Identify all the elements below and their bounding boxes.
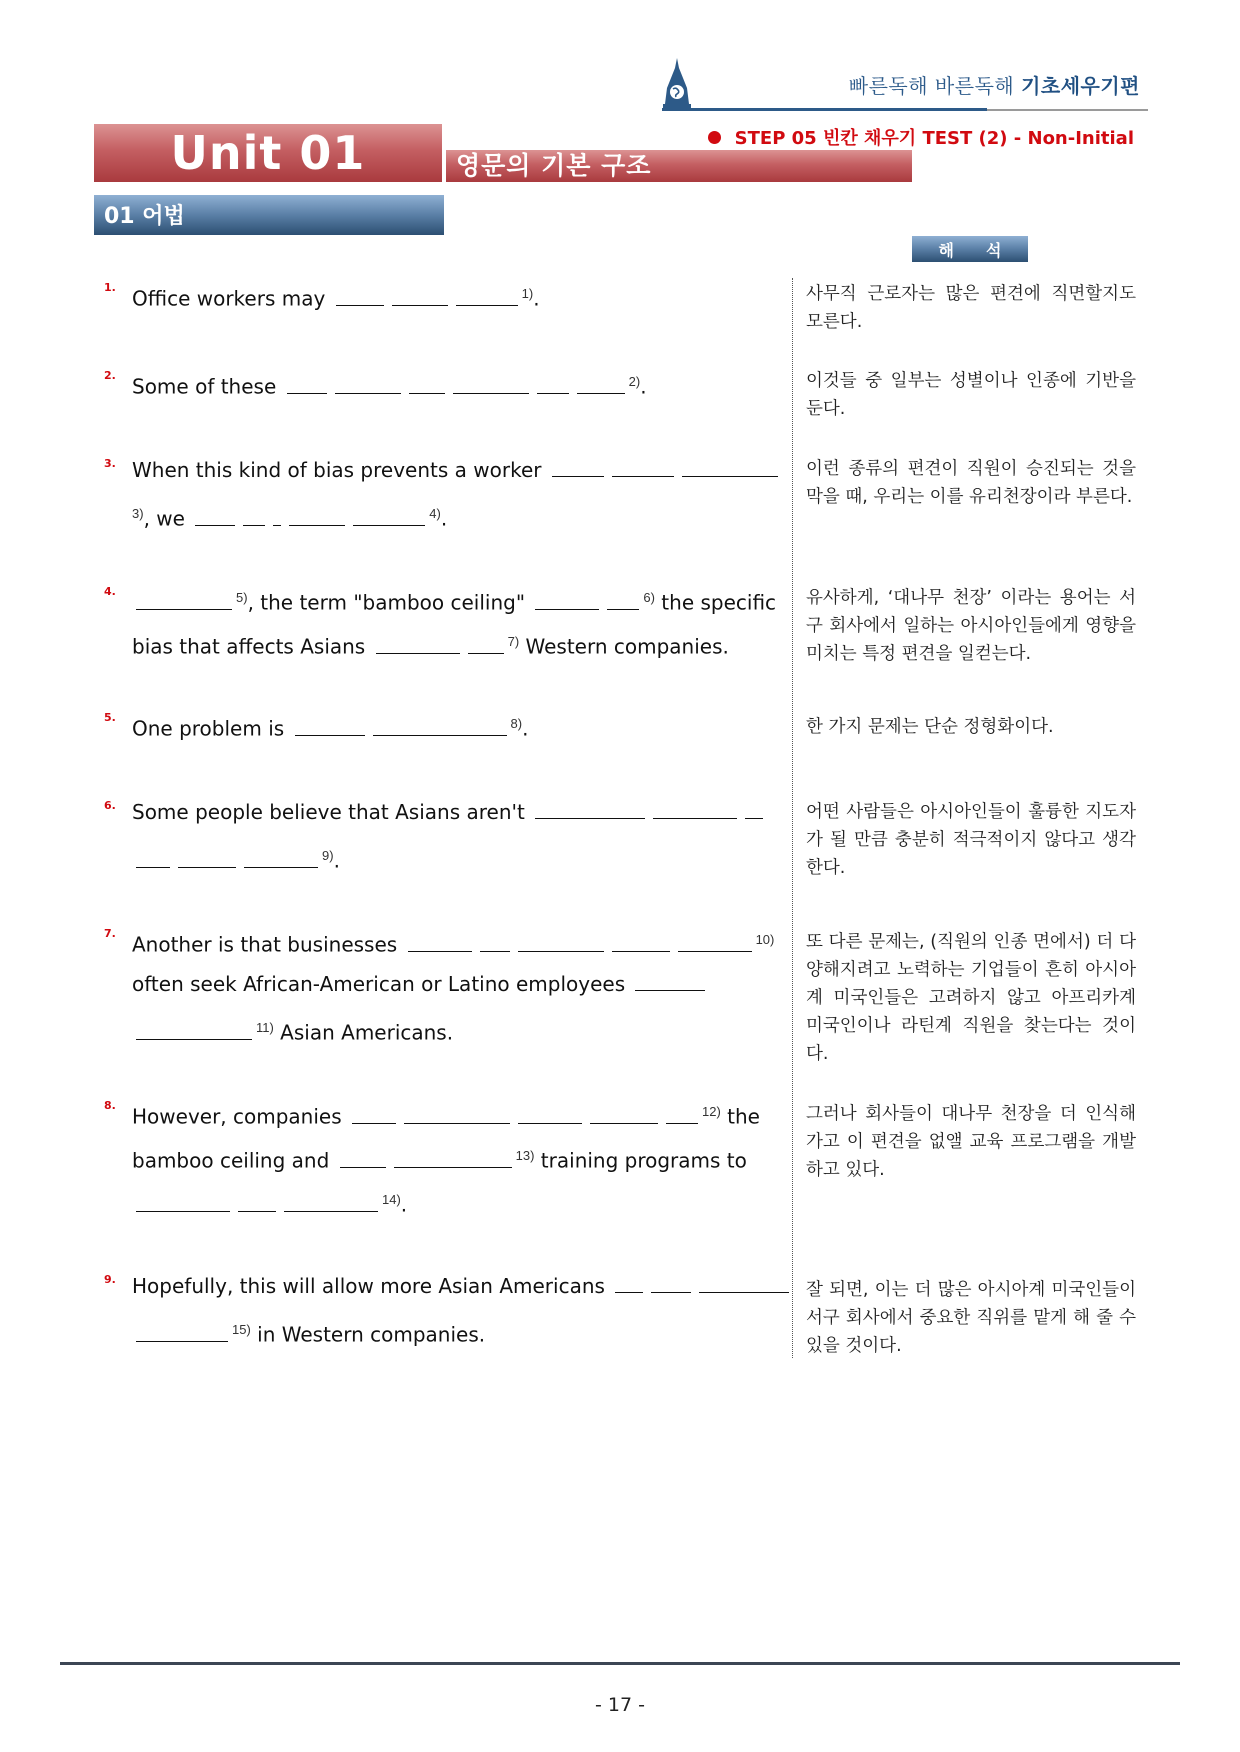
blank-input[interactable] — [295, 717, 365, 736]
question-text: One problem is — [132, 716, 291, 741]
blank-input[interactable] — [340, 1149, 386, 1168]
question-line — [132, 918, 774, 967]
question-line — [132, 620, 729, 669]
question-text: Office workers may — [132, 286, 332, 311]
blank-input[interactable] — [335, 375, 401, 394]
question-line — [132, 1264, 793, 1308]
blank-number: 14) — [382, 1192, 401, 1207]
blank-input[interactable] — [353, 507, 425, 526]
blank-input[interactable] — [136, 849, 170, 868]
blank-input[interactable] — [136, 1323, 228, 1342]
step-heading — [708, 124, 1134, 150]
series-title — [849, 70, 1140, 99]
question-text: When this kind of bias prevents a worker — [132, 458, 548, 482]
blank-input[interactable] — [273, 507, 281, 526]
blank-input[interactable] — [653, 800, 737, 819]
blank-input[interactable] — [615, 1274, 643, 1293]
question-line — [132, 834, 340, 883]
question-text: in Western companies. — [250, 1322, 486, 1347]
question-line — [132, 1134, 747, 1183]
blank-input[interactable] — [453, 375, 529, 394]
series-title-prefix: 빠른독해 바른독해 — [848, 74, 1015, 98]
question-line — [132, 1090, 760, 1139]
blank-input[interactable] — [409, 375, 445, 394]
blank-input[interactable] — [394, 1149, 512, 1168]
blank-number: 9) — [322, 848, 334, 863]
blank-number: 12) — [702, 1104, 721, 1119]
question-number: 3. — [104, 457, 116, 470]
blank-input[interactable] — [651, 1274, 691, 1293]
section-banner — [94, 195, 444, 235]
blank-number: 5) — [236, 590, 248, 605]
blank-input[interactable] — [666, 1105, 698, 1124]
header-rule-gray — [987, 109, 1148, 111]
question-line — [132, 576, 776, 625]
blank-input[interactable] — [590, 1105, 658, 1124]
unit-subtitle: 영문의 기본 구조 — [456, 151, 652, 180]
blank-input[interactable] — [468, 635, 504, 654]
question-text: . — [522, 716, 529, 741]
step-label: STEP 05 빈칸 채우기 TEST (2) - Non-Initial — [734, 128, 1134, 149]
blank-input[interactable] — [336, 287, 384, 306]
translation-header-char: 석 — [986, 240, 1002, 260]
question-line — [132, 448, 782, 492]
translation-header — [912, 236, 1028, 262]
question-text: Western companies. — [519, 634, 729, 659]
blank-input[interactable] — [136, 591, 232, 610]
blank-input[interactable] — [456, 287, 518, 306]
blank-input[interactable] — [289, 507, 345, 526]
blank-input[interactable] — [238, 1193, 276, 1212]
blank-input[interactable] — [404, 1105, 510, 1124]
blank-input[interactable] — [373, 717, 507, 736]
question-line — [132, 962, 709, 1006]
blank-input[interactable] — [518, 1105, 582, 1124]
blank-input[interactable] — [284, 1193, 378, 1212]
blank-number: 3) — [132, 506, 144, 521]
blank-input[interactable] — [518, 933, 604, 952]
question-text: However, companies — [132, 1104, 348, 1129]
question-number: 7. — [104, 927, 116, 940]
blank-input[interactable] — [552, 458, 604, 477]
translation-text: 잘 되면, 이는 더 많은 아시아계 미국인들이 서구 회사에서 중요한 직위를 맡게 해 줄 수 있을 것이다. — [806, 1280, 1136, 1356]
blank-input[interactable] — [635, 972, 705, 991]
series-title-bold: 기초세우기편 — [1021, 74, 1140, 98]
blank-number: 10) — [755, 932, 775, 947]
blank-input[interactable] — [577, 375, 625, 394]
question-text: Hopefully, this will allow more Asian Americans — [132, 1274, 612, 1298]
question-text: the — [720, 1104, 760, 1129]
blank-input[interactable] — [607, 591, 639, 610]
question-number: 2. — [104, 369, 116, 382]
column-divider — [792, 278, 793, 1358]
translation-header-char: 해 — [938, 240, 954, 260]
question-number: 6. — [104, 799, 116, 812]
question-line — [132, 272, 540, 321]
question-text: . — [400, 1192, 408, 1217]
translation-text: 그러나 회사들이 대나무 천장을 더 인식해가고 이 편견을 없앨 교육 프로그램을 개발하고 있다. — [806, 1104, 1136, 1180]
question-text: Some people believe that Asians aren't — [132, 800, 532, 824]
blank-input[interactable] — [244, 849, 318, 868]
header-rule — [662, 108, 987, 111]
blank-number: 8) — [510, 716, 523, 731]
blank-input[interactable] — [480, 933, 510, 952]
question-number: 9. — [104, 1273, 116, 1286]
unit-banner — [94, 124, 442, 182]
blank-input[interactable] — [376, 635, 460, 654]
blank-number: 11) — [256, 1020, 274, 1035]
question-text: , we — [143, 506, 192, 531]
question-text: Some of these — [132, 374, 283, 399]
translation-text: 또 다른 문제는, (직원의 인종 면에서) 더 다양해지려고 노력하는 기업들이 흔히 아시아계 미국인들은 고려하지 않고 아프리카계 미국인이나 라틴계 직원을 찾는다는 것이다. — [806, 932, 1136, 1064]
question-text: bamboo ceiling and — [132, 1148, 336, 1173]
blank-input[interactable] — [612, 458, 674, 477]
question-line — [132, 360, 647, 409]
blank-number: 6) — [643, 590, 655, 605]
question-text: training programs to — [534, 1148, 747, 1173]
section-title: 01 어법 — [104, 204, 185, 229]
question-line — [132, 492, 447, 541]
fountain-pen-globe-icon — [662, 58, 692, 110]
footer-rule — [60, 1662, 1180, 1665]
blank-input[interactable] — [682, 458, 778, 477]
question-text: often seek African-American or Latino employees — [132, 972, 632, 996]
blank-input[interactable] — [535, 591, 599, 610]
question-number: 4. — [104, 585, 116, 598]
blank-input[interactable] — [136, 1021, 252, 1040]
question-line — [132, 1006, 453, 1055]
blank-number: 13) — [515, 1148, 535, 1163]
blank-number: 1) — [521, 286, 534, 301]
page-number: - 17 - — [595, 1694, 645, 1716]
blank-input[interactable] — [178, 849, 236, 868]
translation-text: 한 가지 문제는 단순 정형화이다. — [806, 717, 1054, 737]
blank-input[interactable] — [136, 1193, 230, 1212]
question-number: 5. — [104, 711, 116, 724]
blank-number: 4) — [429, 506, 441, 521]
blank-number: 15) — [232, 1322, 251, 1337]
blank-input[interactable] — [745, 800, 763, 819]
unit-label: Unit 01 — [170, 126, 366, 180]
question-number: 8. — [104, 1099, 116, 1112]
blank-number: 7) — [507, 634, 520, 649]
blank-input[interactable] — [287, 375, 327, 394]
unit-subtitle-banner — [446, 150, 912, 182]
blank-input[interactable] — [678, 933, 752, 952]
question-text: bias that affects Asians — [132, 634, 372, 659]
question-text: , the term "bamboo ceiling" — [247, 590, 532, 615]
blank-input[interactable] — [195, 507, 235, 526]
question-text: . — [440, 506, 448, 531]
blank-input[interactable] — [392, 287, 448, 306]
blank-input[interactable] — [537, 375, 569, 394]
translation-text: 이런 종류의 편견이 직원이 승진되는 것을 막을 때, 우리는 이를 유리천장이라 부른다. — [806, 459, 1136, 507]
blank-input[interactable] — [612, 933, 670, 952]
question-text: Asian Americans. — [273, 1020, 454, 1045]
question-line — [132, 1308, 485, 1357]
translation-text: 어떤 사람들은 아시아인들이 훌륭한 지도자가 될 만큼 충분히 적극적이지 않다고 생각한다. — [806, 802, 1136, 878]
question-line — [132, 702, 528, 751]
translation-text: 이것들 중 일부는 성별이나 인종에 기반을 둔다. — [806, 371, 1136, 419]
translation-text: 사무직 근로자는 많은 편견에 직면할지도 모른다. — [806, 284, 1136, 332]
question-text: . — [533, 286, 540, 311]
bullet-dot-icon — [708, 131, 721, 144]
translation-text: 유사하게, ‘대나무 천장’ 이라는 용어는 서구 회사에서 일하는 아시아인들에게 영향을 미치는 특정 편견을 일컫는다. — [806, 588, 1136, 664]
blank-input[interactable] — [699, 1274, 789, 1293]
question-line — [132, 790, 767, 834]
question-text: the specific — [654, 590, 777, 615]
blank-input[interactable] — [243, 507, 265, 526]
question-number: 1. — [104, 281, 116, 294]
blank-input[interactable] — [352, 1105, 396, 1124]
question-text: Another is that businesses — [132, 932, 404, 957]
question-text: . — [640, 374, 647, 399]
question-line — [132, 1178, 407, 1227]
blank-number: 2) — [628, 374, 641, 389]
question-text: . — [333, 848, 340, 873]
blank-input[interactable] — [408, 933, 472, 952]
blank-input[interactable] — [535, 800, 645, 819]
